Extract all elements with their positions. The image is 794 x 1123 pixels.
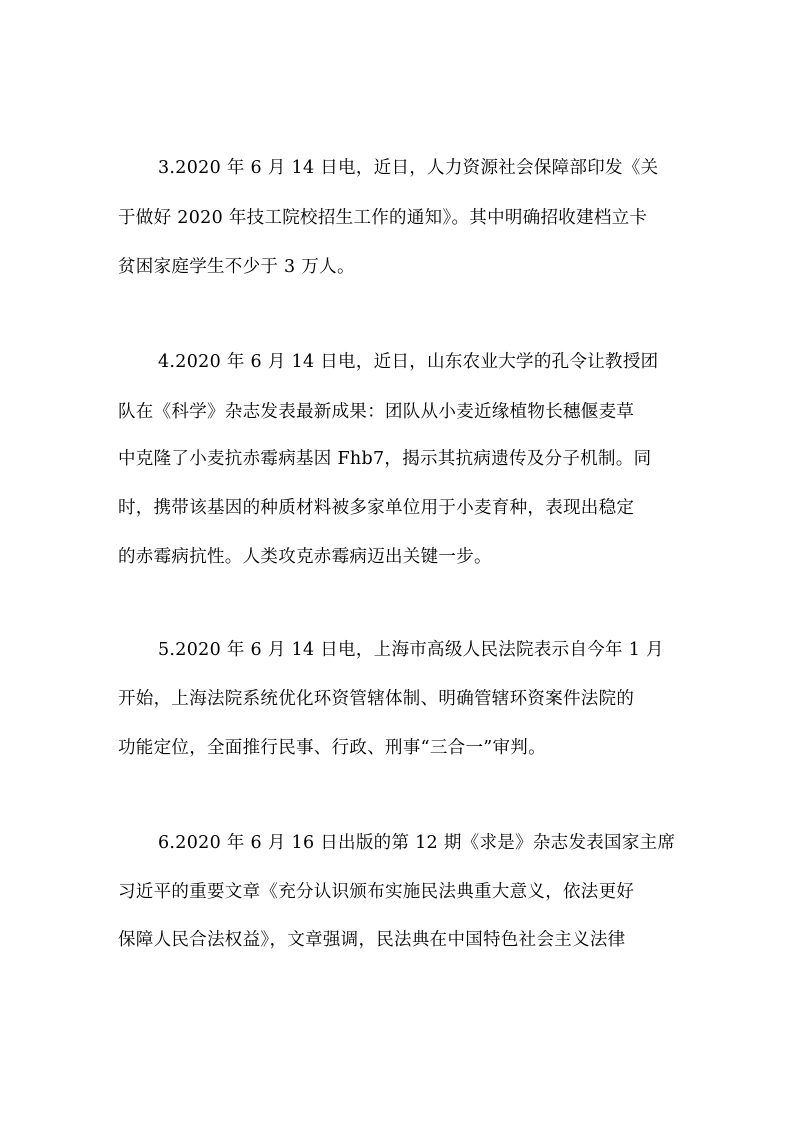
paragraph-5-line-3: 功能定位，全面推行民事、行政、刑事“三合一”审判。 — [118, 738, 546, 758]
paragraph-5-line-1: 5.2020 年 6 月 14 日电，上海市高级人民法院表示自今年 1 月 — [158, 640, 664, 660]
paragraph-6-line-2: 习近平的重要文章《充分认识颁布实施民法典重大意义，依法更好 — [118, 882, 635, 902]
paragraph-4-line-4: 时，携带该基因的种质材料被多家单位用于小麦育种，表现出稳定 — [118, 498, 635, 518]
paragraph-4-line-5: 的赤霉病抗性。人类攻克赤霉病迈出关键一步。 — [118, 547, 492, 567]
paragraph-6-line-1: 6.2020 年 6 月 16 日出版的第 12 期《求是》杂志发表国家主席 — [158, 833, 676, 853]
paragraph-6-line-3: 保障人民合法权益》，文章强调，民法典在中国特色社会主义法律 — [118, 930, 626, 950]
paragraph-4-line-2: 队在《科学》杂志发表最新成果：团队从小麦近缘植物长穗偃麦草 — [118, 402, 635, 422]
paragraph-4-line-1: 4.2020 年 6 月 14 日电，近日，山东农业大学的孔令让教授团 — [158, 352, 659, 372]
paragraph-3-line-3: 贫困家庭学生不少于 3 万人。 — [118, 257, 355, 277]
paragraph-3-line-1: 3.2020 年 6 月 14 日电，近日，人力资源社会保障部印发《关 — [158, 158, 659, 178]
paragraph-4-line-3: 中克隆了小麦抗赤霉病基因 Fhb7，揭示其抗病遗传及分子机制。同 — [118, 449, 652, 469]
paragraph-5-line-2: 开始，上海法院系统优化环资管辖体制、明确管辖环资案件法院的 — [118, 689, 635, 709]
paragraph-3-line-2: 于做好 2020 年技工院校招生工作的通知》。其中明确招收建档立卡 — [118, 208, 648, 228]
